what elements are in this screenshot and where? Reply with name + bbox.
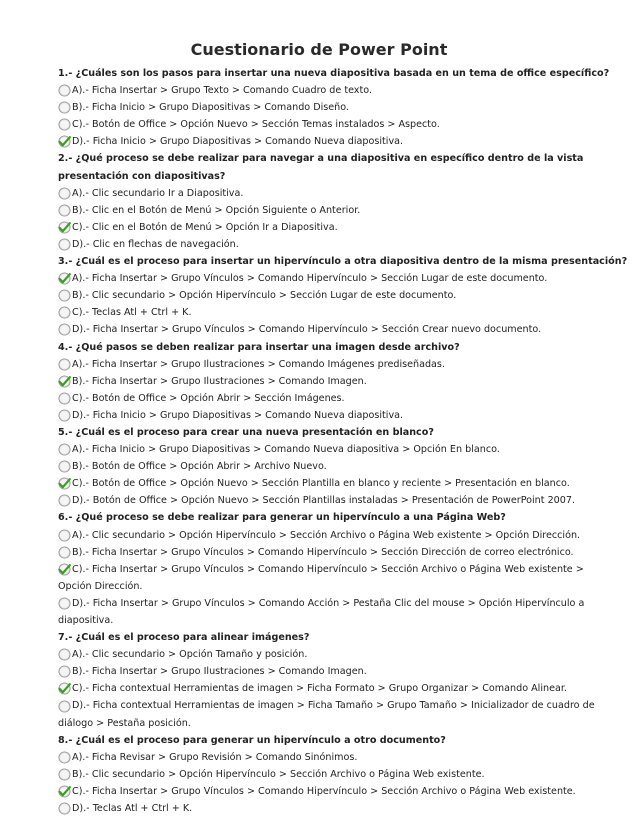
answer-option bbox=[58, 595, 585, 612]
answer-option-continuation: Opción Dirección. bbox=[58, 580, 143, 592]
answer-option bbox=[58, 356, 578, 373]
answer-option bbox=[58, 766, 578, 783]
answer-option bbox=[58, 202, 578, 219]
answer-option bbox=[58, 663, 578, 680]
question-text: 1.- ¿Cuáles son los pasos para insertar una nueva diapositiva basada en un tema de office específico? bbox=[58, 68, 610, 79]
answer-option-text: A).- Ficha Insertar > Grupo Vínculos > Comando Hipervínculo > Sección Lugar de este documento. bbox=[72, 273, 548, 285]
answer-option bbox=[58, 561, 584, 578]
radio-circle-icon bbox=[58, 751, 71, 764]
radio-circle-icon bbox=[58, 118, 71, 131]
question-text: 2.- ¿Qué proceso se debe realizar para navegar a una diapositiva en específico dentro de la vista bbox=[58, 153, 584, 165]
answer-option-text: A).- Ficha Insertar > Grupo Ilustraciones > Comando Imágenes prediseñadas. bbox=[72, 358, 445, 370]
answer-option-text: C).- Botón de Office > Opción Abrir > Sección Imágenes. bbox=[72, 392, 345, 404]
answer-option bbox=[58, 646, 578, 663]
answer-option bbox=[58, 236, 578, 253]
radio-circle-icon bbox=[58, 204, 71, 217]
answer-option bbox=[58, 287, 578, 304]
correct-check-icon bbox=[58, 135, 71, 148]
correct-check-icon bbox=[58, 221, 71, 234]
question-text: 8.- ¿Cuál es el proceso para generar un hipervínculo a otro documento? bbox=[58, 734, 446, 746]
answer-option-text: B).- Ficha Insertar > Grupo Ilustraciones > Comando Imagen. bbox=[72, 666, 367, 678]
radio-circle-icon bbox=[58, 460, 71, 473]
answer-option bbox=[58, 270, 578, 287]
answer-option bbox=[58, 800, 578, 817]
radio-circle-icon bbox=[58, 648, 71, 661]
answer-option-text: A).- Clic secundario > Opción Hipervínculo > Sección Archivo o Página Web existente > Opción Dirección. bbox=[72, 529, 581, 541]
correct-check-icon bbox=[58, 563, 71, 576]
answer-option-text: A).- Ficha Insertar > Grupo Texto > Comando Cuadro de texto. bbox=[72, 85, 372, 97]
answer-option-text: C).- Ficha contextual Herramientas de imagen > Ficha Formato > Grupo Organizar > Comando Alinear. bbox=[72, 683, 567, 695]
answer-option-text: D).- Ficha contextual Herramientas de imagen > Ficha Tamaño > Grupo Tamaño > Inicializador de cuadro de bbox=[72, 700, 595, 712]
answer-option bbox=[58, 304, 578, 321]
answer-option-text: A).- Ficha Inicio > Grupo Diapositivas > Comando Nueva diapositiva > Opción En blanco. bbox=[72, 444, 500, 456]
answer-option-text: B).- Ficha Insertar > Grupo Ilustraciones > Comando Imagen. bbox=[72, 375, 367, 387]
correct-check-icon bbox=[58, 375, 71, 388]
answer-option bbox=[58, 219, 578, 236]
answer-option bbox=[58, 407, 578, 424]
radio-circle-icon bbox=[58, 187, 71, 200]
answer-option bbox=[58, 783, 578, 800]
correct-check-icon bbox=[58, 785, 71, 798]
answer-option bbox=[58, 373, 578, 390]
radio-circle-icon bbox=[58, 665, 71, 678]
radio-circle-icon bbox=[58, 768, 71, 781]
question-text: 4.- ¿Qué pasos se deben realizar para insertar una imagen desde archivo? bbox=[58, 341, 460, 353]
radio-circle-icon bbox=[58, 84, 71, 97]
questionnaire bbox=[58, 65, 628, 817]
radio-circle-icon bbox=[58, 409, 71, 422]
answer-option-text: C).- Teclas Atl + Ctrl + K. bbox=[72, 307, 192, 319]
answer-option bbox=[58, 458, 578, 475]
answer-option bbox=[58, 116, 578, 133]
answer-option-text: D).- Botón de Office > Opción Nuevo > Sección Plantillas instaladas > Presentación de PowerPoint 2007. bbox=[72, 495, 576, 507]
answer-option-text: B).- Clic en el Botón de Menú > Opción Siguiente o Anterior. bbox=[72, 204, 361, 216]
page-title: Cuestionario de Power Point bbox=[190, 40, 448, 59]
answer-option-text: D).- Teclas Atl + Ctrl + K. bbox=[72, 803, 193, 815]
answer-option-text: C).- Botón de Office > Opción Nuevo > Sección Temas instalados > Aspecto. bbox=[72, 119, 440, 131]
radio-circle-icon bbox=[58, 529, 71, 542]
radio-circle-icon bbox=[58, 392, 71, 405]
correct-check-icon bbox=[58, 682, 71, 695]
radio-circle-icon bbox=[58, 101, 71, 114]
question-text: 6.- ¿Qué proceso se debe realizar para generar un hipervínculo a una Página Web? bbox=[58, 512, 506, 524]
answer-option bbox=[58, 321, 578, 338]
correct-check-icon bbox=[58, 477, 71, 490]
radio-circle-icon bbox=[58, 494, 71, 507]
radio-circle-icon bbox=[58, 546, 71, 559]
question-text: 3.- ¿Cuál es el proceso para insertar un hipervínculo a otra diapositiva dentro de la misma presentación? bbox=[58, 256, 628, 268]
answer-option-text: B).- Clic secundario > Opción Hipervínculo > Sección Lugar de este documento. bbox=[72, 290, 457, 302]
answer-option bbox=[58, 185, 578, 202]
radio-circle-icon bbox=[58, 323, 71, 336]
answer-option-text: D).- Ficha Insertar > Grupo Vínculos > Comando Acción > Pestaña Clic del mouse > Opción Hipervínculo a bbox=[72, 597, 585, 609]
answer-option-text: B).- Ficha Insertar > Grupo Vínculos > Comando Hipervínculo > Sección Dirección de correo electrónico. bbox=[72, 546, 574, 558]
answer-option-text: D).- Ficha Inicio > Grupo Diapositivas > Comando Nueva diapositiva. bbox=[72, 136, 404, 148]
answer-option-text: A).- Clic secundario > Opción Tamaño y posición. bbox=[72, 649, 308, 661]
answer-option bbox=[58, 680, 578, 697]
answer-option bbox=[58, 527, 581, 544]
radio-circle-icon bbox=[58, 358, 71, 371]
answer-option-continuation: diapositiva. bbox=[58, 615, 114, 626]
answer-option-text: C).- Botón de Office > Opción Nuevo > Sección Plantilla en blanco y reciente > Presentación en blanco. bbox=[72, 478, 570, 490]
answer-option bbox=[58, 749, 578, 766]
answer-option-text: B).- Botón de Office > Opción Abrir > Archivo Nuevo. bbox=[72, 461, 327, 473]
answer-option-text: A).- Ficha Revisar > Grupo Revisión > Comando Sinónimos. bbox=[72, 751, 358, 763]
answer-option-text: D).- Clic en flechas de navegación. bbox=[72, 238, 239, 250]
answer-option bbox=[58, 475, 578, 492]
answer-option bbox=[58, 82, 578, 99]
answer-option-text: D).- Ficha Inicio > Grupo Diapositivas > Comando Nueva diapositiva. bbox=[72, 409, 404, 421]
answer-option bbox=[58, 492, 578, 509]
radio-circle-icon bbox=[58, 597, 71, 610]
radio-circle-icon bbox=[58, 306, 71, 319]
answer-option bbox=[58, 441, 578, 458]
answer-option bbox=[58, 390, 578, 407]
answer-option bbox=[58, 697, 595, 714]
answer-option-text: C).- Ficha Insertar > Grupo Vínculos > Comando Hipervínculo > Sección Archivo o Página Web existente > bbox=[72, 563, 584, 575]
correct-check-icon bbox=[58, 272, 71, 285]
answer-option-text: B).- Clic secundario > Opción Hipervínculo > Sección Archivo o Página Web existente. bbox=[72, 768, 485, 780]
radio-circle-icon bbox=[58, 700, 71, 713]
answer-option bbox=[58, 99, 578, 116]
answer-option-continuation: diálogo > Pestaña posición. bbox=[58, 717, 191, 729]
radio-circle-icon bbox=[58, 443, 71, 456]
answer-option bbox=[58, 133, 578, 150]
answer-option-text: B).- Ficha Inicio > Grupo Diapositivas > Comando Diseño. bbox=[72, 102, 349, 114]
answer-option-text: C).- Clic en el Botón de Menú > Opción Ir a Diapositiva. bbox=[72, 221, 338, 233]
question-text: presentación con diapositivas? bbox=[58, 170, 226, 182]
question-text: 5.- ¿Cuál es el proceso para crear una nueva presentación en blanco? bbox=[58, 426, 434, 438]
answer-option-text: D).- Ficha Insertar > Grupo Vínculos > Comando Hipervínculo > Sección Crear nuevo documento. bbox=[72, 324, 542, 336]
answer-option-text: A).- Clic secundario Ir a Diapositiva. bbox=[72, 187, 244, 199]
radio-circle-icon bbox=[58, 289, 71, 302]
radio-circle-icon bbox=[58, 802, 71, 815]
question-text: 7.- ¿Cuál es el proceso para alinear imágenes? bbox=[58, 632, 310, 644]
radio-circle-icon bbox=[58, 238, 71, 251]
answer-option-text: C).- Ficha Insertar > Grupo Vínculos > Comando Hipervínculo > Sección Archivo o Página Web existente. bbox=[72, 785, 576, 797]
answer-option bbox=[58, 544, 578, 561]
